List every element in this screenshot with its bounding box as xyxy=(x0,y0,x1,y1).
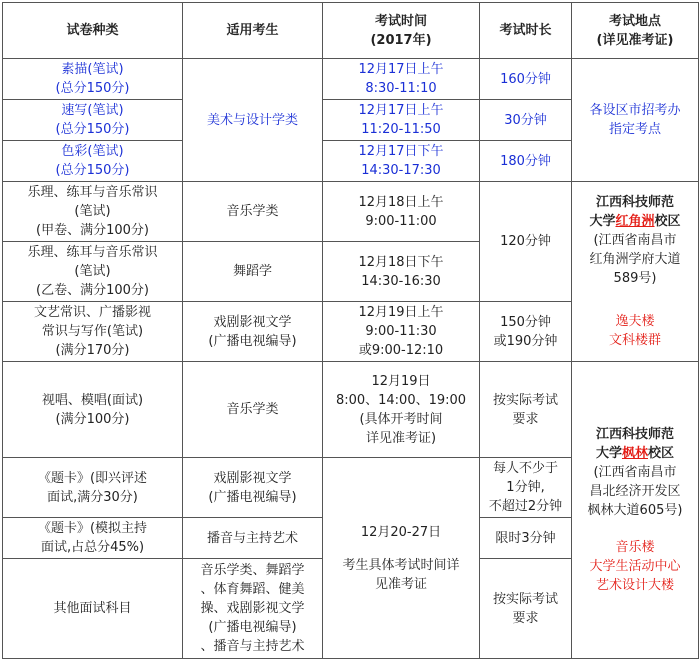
applicants-cell: 戏剧影视文学 (广播电视编导) xyxy=(183,458,323,518)
table-header-row xyxy=(3,3,699,59)
duration-cell: 180分钟 xyxy=(480,141,572,182)
applicants-cell: 舞蹈学 xyxy=(183,242,323,302)
header-applicants: 适用考生 xyxy=(183,3,323,59)
duration-cell: 限时3分钟 xyxy=(480,518,572,559)
header-duration: 考试时长 xyxy=(480,3,572,59)
subject-cell: 乐理、练耳与音乐常识 (笔试) (乙卷、满分100分) xyxy=(3,242,183,302)
time-cell: 12月17日上午 11:20-11:50 xyxy=(323,100,480,141)
table-row xyxy=(3,182,699,242)
subject-cell: 速写(笔试) (总分150分) xyxy=(3,100,183,141)
duration-cell: 30分钟 xyxy=(480,100,572,141)
place-cell: 江西科技师范 大学枫林校区 (江西省南昌市 昌北经济开发区 枫林大道605号) 音乐楼 大学生活动中心 艺术设计大楼 xyxy=(572,362,699,659)
time-cell: 12月18日下午 14:30-16:30 xyxy=(323,242,480,302)
table-row xyxy=(3,362,699,458)
exam-schedule-table xyxy=(2,2,699,659)
header-time: 考试时间 (2017年) xyxy=(323,3,480,59)
time-cell: 12月19日 8:00、14:00、19:00 (具体开考时间 详见准考证) xyxy=(323,362,480,458)
header-type: 试卷种类 xyxy=(3,3,183,59)
duration-cell: 按实际考试 要求 xyxy=(480,559,572,659)
duration-cell: 120分钟 xyxy=(480,182,572,302)
applicants-cell: 播音与主持艺术 xyxy=(183,518,323,559)
duration-cell: 每人不少于 1分钟, 不超过2分钟 xyxy=(480,458,572,518)
time-cell: 12月17日上午 8:30-11:10 xyxy=(323,59,480,100)
duration-cell: 150分钟 或190分钟 xyxy=(480,302,572,362)
subject-cell: 文艺常识、广播影视 常识与写作(笔试) (满分170分) xyxy=(3,302,183,362)
duration-cell: 按实际考试 要求 xyxy=(480,362,572,458)
time-cell: 12月20-27日 考生具体考试时间详 见准考证 xyxy=(323,458,480,659)
duration-cell: 160分钟 xyxy=(480,59,572,100)
table-row xyxy=(3,59,699,100)
subject-cell: 《题卡》(模拟主持 面试,占总分45%) xyxy=(3,518,183,559)
subject-cell: 其他面试科目 xyxy=(3,559,183,659)
subject-cell: 视唱、模唱(面试) (满分100分) xyxy=(3,362,183,458)
subject-cell: 《题卡》(即兴评述 面试,满分30分) xyxy=(3,458,183,518)
applicants-cell: 戏剧影视文学 (广播电视编导) xyxy=(183,302,323,362)
applicants-cell: 美术与设计学类 xyxy=(183,59,323,182)
subject-cell: 乐理、练耳与音乐常识 (笔试) (甲卷、满分100分) xyxy=(3,182,183,242)
place-cell: 各设区市招考办 指定考点 xyxy=(572,59,699,182)
subject-cell: 素描(笔试) (总分150分) xyxy=(3,59,183,100)
applicants-cell: 音乐学类 xyxy=(183,362,323,458)
applicants-cell: 音乐学类 xyxy=(183,182,323,242)
time-cell: 12月18日上午 9:00-11:00 xyxy=(323,182,480,242)
subject-cell: 色彩(笔试) (总分150分) xyxy=(3,141,183,182)
campus-name-red: 红角洲 xyxy=(615,214,655,229)
campus-name-red: 枫林 xyxy=(621,446,648,461)
place-cell: 江西科技师范 大学红角洲校区 (江西省南昌市 红角洲学府大道 589号) 逸夫楼 文科楼群 xyxy=(572,182,699,362)
applicants-cell: 音乐学类、舞蹈学 、体育舞蹈、健美 操、戏剧影视文学 (广播电视编导) 、播音与主持艺术 xyxy=(183,559,323,659)
time-cell: 12月17日下午 14:30-17:30 xyxy=(323,141,480,182)
header-place: 考试地点 (详见准考证) xyxy=(572,3,699,59)
time-cell: 12月19日上午 9:00-11:30 或9:00-12:10 xyxy=(323,302,480,362)
